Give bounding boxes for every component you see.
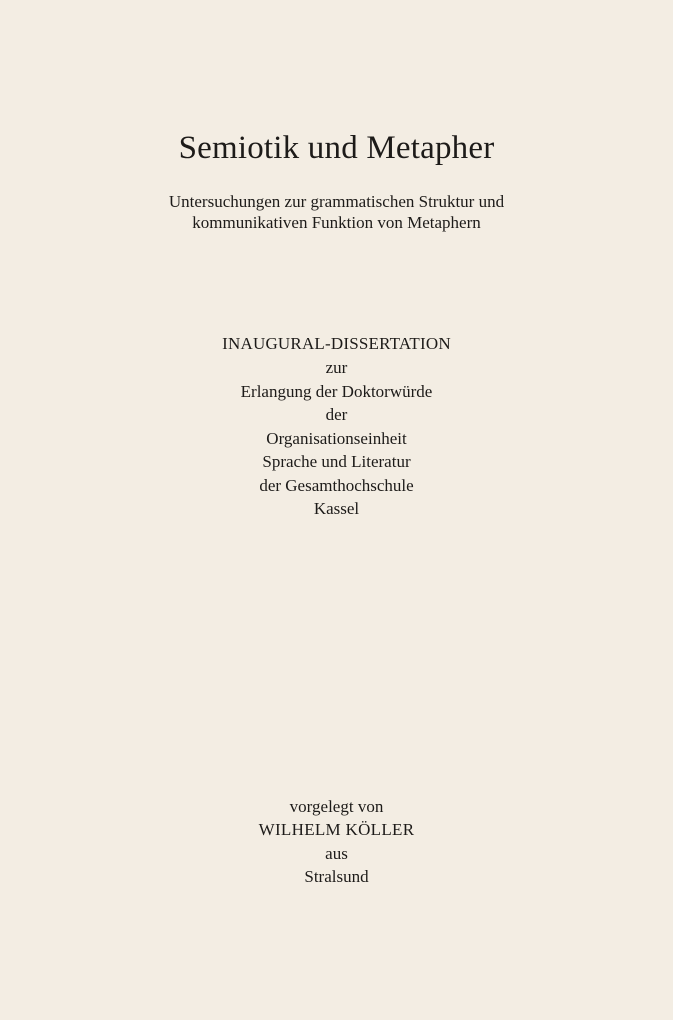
subtitle-line-1: Untersuchungen zur grammatischen Struktur und <box>168 192 505 211</box>
dissertation-heading: INAUGURAL-DISSERTATION <box>222 334 451 353</box>
subtitle-line-2: kommunikativen Funktion von Metaphern <box>192 213 481 232</box>
dissertation-line: Kassel <box>313 499 360 518</box>
author-name: WILHELM KÖLLER <box>258 820 415 839</box>
dissertation-line: Erlangung der Doktorwürde <box>240 382 433 401</box>
dissertation-line: der Gesamthochschule <box>259 476 414 495</box>
page-title: Semiotik und Metapher <box>178 130 495 166</box>
dissertation-line: zur <box>325 358 348 377</box>
dissertation-line: Sprache und Literatur <box>262 452 411 471</box>
submitted-by-label: vorgelegt von <box>289 797 384 816</box>
dissertation-line: der <box>325 405 348 424</box>
author-place: Stralsund <box>304 867 369 886</box>
dissertation-line: Organisationseinheit <box>266 429 407 448</box>
from-label: aus <box>325 844 348 863</box>
